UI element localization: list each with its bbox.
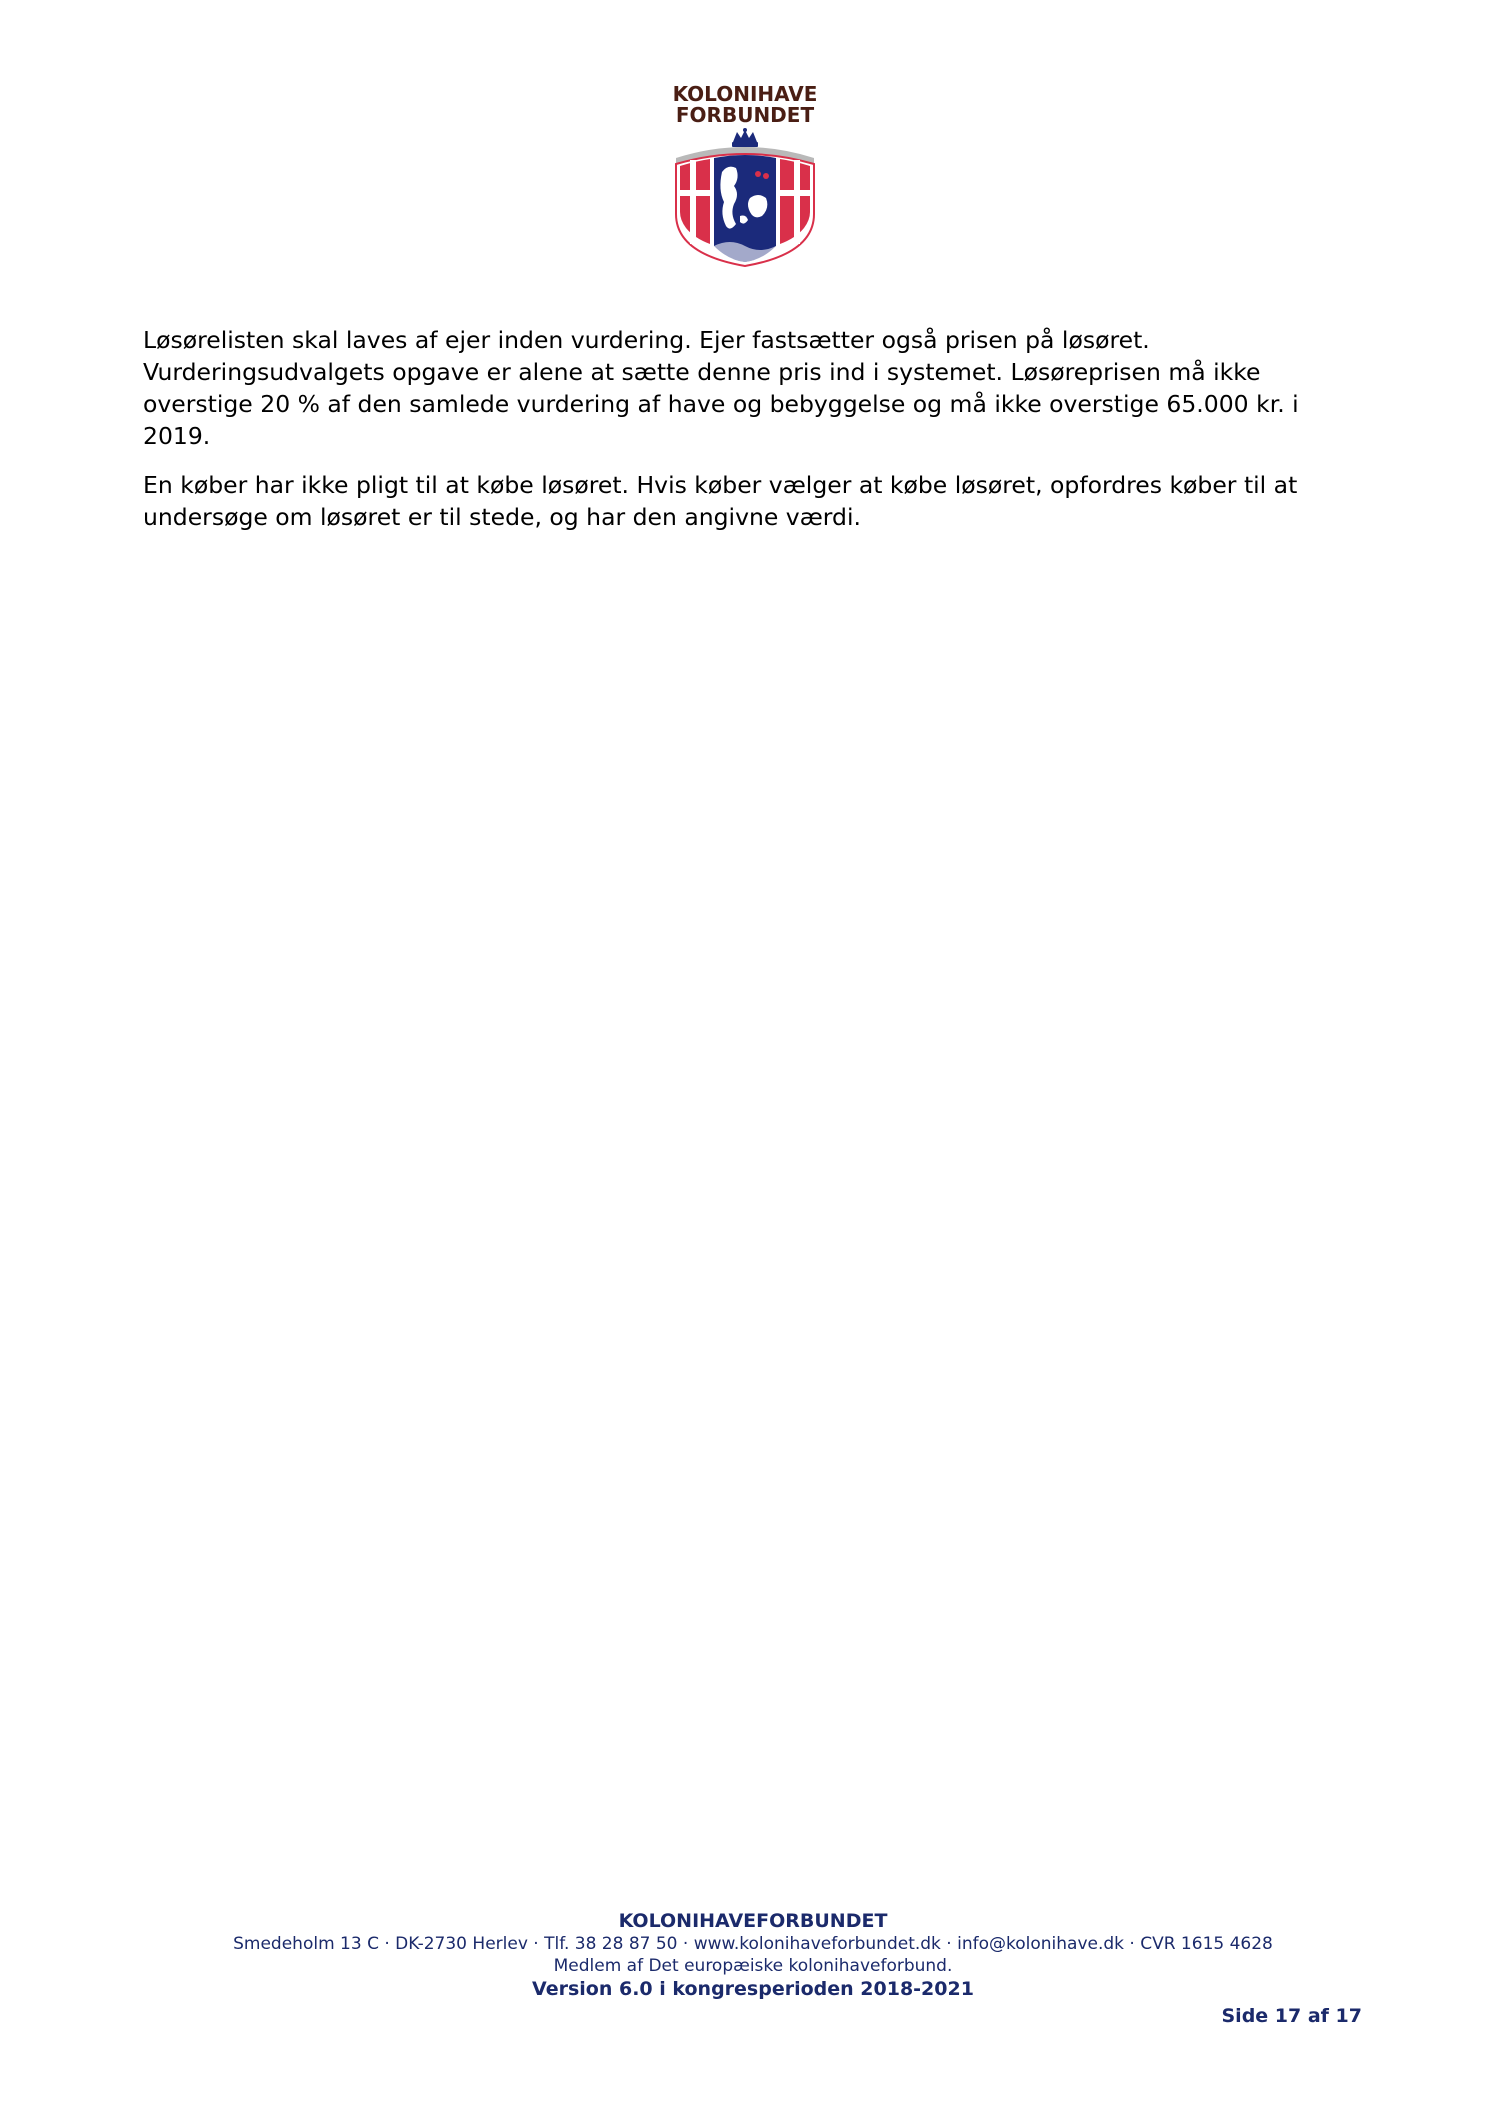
- paragraph-2: En køber har ikke pligt til at købe løsøret. Hvis køber vælger at købe løsøret, opfordres køber til at undersøge om løsøret er til stede, og har den angivne værdi.: [143, 471, 1298, 531]
- kolonihaveforbundet-crest-icon: [670, 128, 820, 268]
- logo-line-1: KOLONIHAVE: [672, 82, 818, 106]
- paragraph-1: Løsørelisten skal laves af ejer inden vurdering. Ejer fastsætter også prisen på løsøret. Vurderingsudvalgets opgave er alene at sætte denne pris ind i systemet. Løsøreprisen må ikke overstige 20 % af den samlede vurdering af have og bebyggelse og må ikke overstige 65.000 kr. i 2019.: [143, 326, 1299, 450]
- footer-address: Smedeholm 13 C · DK-2730 Herlev · Tlf. 38 28 87 50 · www.kolonihaveforbundet.dk · info@kolonihave.dk · CVR 1615 4628: [233, 1934, 1273, 1954]
- logo-wordmark: [668, 84, 822, 126]
- footer-version: Version 6.0 i kongresperioden 2018-2021: [532, 1978, 974, 2000]
- page-footer: [143, 1909, 1363, 2001]
- organization-logo: [668, 84, 822, 268]
- logo-line-2: FORBUNDET: [675, 103, 815, 127]
- document-body: [143, 324, 1363, 550]
- footer-member-note: Medlem af Det europæiske kolonihaveforbund.: [553, 1956, 953, 1976]
- footer-org-name: KOLONIHAVEFORBUNDET: [618, 1910, 888, 1932]
- page-number: Side 17 af 17: [1221, 2005, 1362, 2027]
